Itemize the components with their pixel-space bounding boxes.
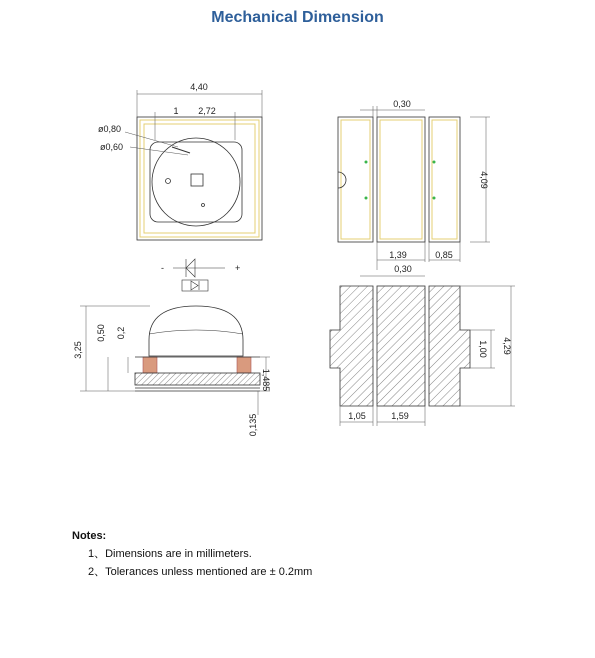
chip-square bbox=[191, 174, 203, 186]
dim-side-bottom-b: 0,30 bbox=[394, 264, 412, 274]
dim-top-width: 4,40 bbox=[190, 82, 208, 92]
dim-profile-b: 0,2 bbox=[116, 326, 126, 340]
substrate bbox=[135, 373, 260, 385]
left-pad bbox=[143, 357, 157, 373]
diode-plus-label: + bbox=[235, 263, 241, 273]
dim-profile-bottom: 0,135 bbox=[248, 413, 258, 437]
dim-top-one: 1 bbox=[173, 106, 179, 116]
dim-side-height: 4,09 bbox=[479, 171, 489, 189]
dim-top-inner: 2,72 bbox=[198, 106, 216, 116]
dim-dia-inner: ø0,60 bbox=[100, 142, 124, 152]
pad-right bbox=[429, 286, 470, 406]
side-left-block bbox=[338, 117, 373, 242]
diode-minus-label: - bbox=[161, 263, 164, 273]
dim-pad-width-a: 1,05 bbox=[348, 411, 366, 421]
note-item-2: 2、Tolerances unless mentioned are ± 0.2mm bbox=[88, 566, 313, 578]
dim-profile-right: 1,485 bbox=[261, 368, 271, 392]
pad-left bbox=[330, 286, 373, 406]
side-right-block bbox=[429, 117, 460, 242]
side-mid-block bbox=[377, 117, 425, 242]
dim-profile-height: 3,25 bbox=[73, 341, 83, 359]
lens-circle bbox=[152, 138, 240, 226]
dim-dia-outer: ø0,80 bbox=[98, 124, 122, 134]
diode-symbol bbox=[161, 259, 240, 291]
dim-side-bottom-c: 0,85 bbox=[435, 250, 453, 260]
side-view bbox=[338, 99, 490, 276]
dim-pad-total: 4,29 bbox=[502, 337, 512, 355]
page-title: Mechanical Dimension bbox=[211, 9, 384, 26]
note-item-1: 1、Dimensions are in millimeters. bbox=[88, 548, 252, 560]
pad-layout bbox=[330, 286, 515, 426]
dome-lens bbox=[149, 306, 243, 356]
notes-heading: Notes: bbox=[72, 530, 107, 542]
top-view bbox=[98, 82, 262, 240]
right-pad bbox=[237, 357, 251, 373]
notes-section bbox=[72, 530, 312, 579]
dim-side-bottom-a: 1,39 bbox=[389, 250, 407, 260]
dim-profile-a: 0,50 bbox=[96, 324, 106, 342]
top-view-cavity bbox=[150, 142, 242, 222]
profile-view bbox=[73, 306, 271, 436]
dim-pad-mid: 1,00 bbox=[478, 340, 488, 358]
pad-center bbox=[377, 286, 425, 406]
dim-pad-width-b: 1,59 bbox=[391, 411, 409, 421]
dim-side-top: 0,30 bbox=[393, 99, 411, 109]
